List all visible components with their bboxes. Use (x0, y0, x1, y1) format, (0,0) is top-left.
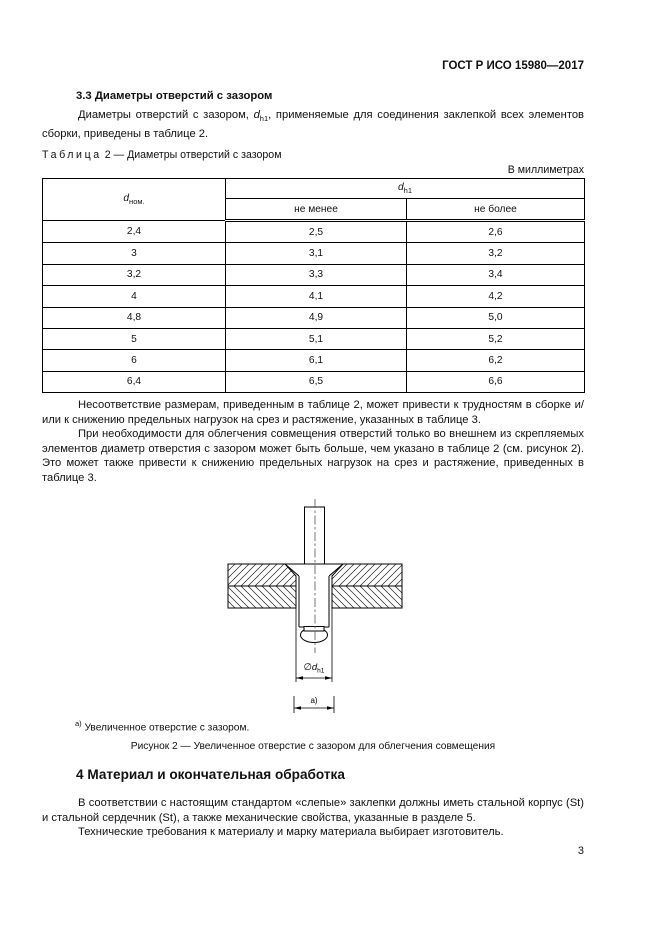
rivet-cross-section-drawing (220, 495, 410, 720)
table-2-label (42, 149, 584, 161)
table-row (43, 307, 585, 328)
header-not-less: не менее (226, 199, 407, 221)
table-cell: 6,6 (407, 371, 585, 392)
table-cell: 4,9 (226, 307, 407, 328)
dim-a-label: a) (310, 696, 318, 705)
table-row (43, 286, 585, 307)
paragraph-text: Технические требования к материалу и марку материала выбирает изготовитель. (78, 826, 504, 839)
table-cell: 3,4 (407, 264, 585, 285)
table-cell: 2,5 (226, 221, 407, 243)
table-label-word: Таблица (42, 149, 102, 161)
table-cell: 3,1 (226, 243, 407, 264)
paragraph-holes-clearance (42, 108, 584, 141)
table-cell: 5,0 (407, 307, 585, 328)
d-symbol: d (311, 662, 318, 673)
table-cell: 2,6 (407, 221, 585, 243)
d-symbol: d (253, 109, 260, 121)
d-h1-subscript: h1 (317, 667, 325, 675)
page-number: 3 (577, 845, 584, 857)
table-cell: 3,3 (226, 264, 407, 285)
paragraph-material (42, 796, 584, 825)
mandrel-stem (305, 507, 325, 564)
table-cell: 4,2 (407, 286, 585, 307)
table-cell: 6,4 (43, 371, 226, 392)
table-cell: 5,2 (407, 328, 585, 349)
paragraph-text: В соответствии с настоящим стандартом «слепые» заклепки должны иметь стальной корпус (St) и стальной сердечник (St), а также механические свойства, указанные в разделе 5. (42, 797, 584, 824)
figure-footnote (42, 719, 617, 733)
paragraph-enlarged-hole (42, 427, 584, 485)
header-d-h1-group (226, 179, 585, 199)
figure-2-rivet-drawing (220, 495, 410, 720)
paragraph-text: Диаметры отверстий с зазором, (78, 109, 254, 121)
table-cell: 3 (43, 243, 226, 264)
d-symbol: d (398, 181, 404, 193)
section-4-heading: 4 Материал и окончательная обработка (76, 767, 345, 782)
d-nom-subscript: ном. (129, 197, 145, 207)
header-not-more: не более (407, 199, 585, 221)
table-cell: 6,5 (226, 371, 407, 392)
footnote-text: Увеличенное отверстие с зазором. (84, 722, 250, 734)
header-d-nom (43, 179, 226, 221)
page-header: ГОСТ Р ИСО 15980—2017 (442, 60, 584, 72)
section-4-paragraphs (42, 796, 584, 840)
table-cell: 6,2 (407, 350, 585, 371)
table-row (43, 371, 585, 392)
table-row (43, 328, 585, 349)
table-cell: 3,2 (407, 243, 585, 264)
d-subscript: h1 (259, 114, 269, 124)
d-symbol: d (123, 192, 130, 204)
paragraph-technical-requirements (42, 825, 584, 840)
table-head (43, 179, 585, 221)
paragraph-text: , применяемые для соединения заклепкой всех элементов сборки, приведены в таблице 2. (42, 109, 584, 140)
table-cell: 5 (43, 328, 226, 349)
table-cell: 6,1 (226, 350, 407, 371)
table-cell: 6 (43, 350, 226, 371)
table-cell: 4,8 (43, 307, 226, 328)
table-row (43, 221, 585, 243)
d-h1-subscript: h1 (403, 186, 413, 196)
footnote-marker: а) (75, 719, 82, 728)
table-row (43, 350, 585, 371)
table-cell: 4 (43, 286, 226, 307)
table-cell: 5,1 (226, 328, 407, 349)
table-row (43, 243, 585, 264)
paragraph-text: Несоответствие размерам, приведенным в таблице 2, может привести к трудностям в сборке и/или к снижению предельных нагрузок на срез и растяжение, указанных в таблице 3. (42, 399, 584, 426)
section-3-3-heading: 3.3 Диаметры отверстий с зазором (76, 90, 273, 102)
mandrel-head-collar (304, 627, 324, 632)
hole-diameter-label (304, 662, 325, 675)
table-cell: 4,1 (226, 286, 407, 307)
diameter-symbol: ∅ (303, 662, 312, 673)
paragraph-text: При необходимости для облегчения совмещения отверстий только во внешнем из скрепляемых элементов диаметр отверстия с зазором может быть больше, чем указано в таблице 2 (см. рисунок 2). Это может также привести к снижению предельных нагрузок на срез и растяжение, приведенных в таблице 3. (42, 428, 584, 484)
body-fill (299, 565, 329, 628)
paragraph-mismatch (42, 398, 584, 427)
table-cell: 3,2 (43, 264, 226, 285)
table-body (43, 221, 585, 393)
table-2-hole-diameters (42, 178, 585, 393)
table-label-rest: 2 — Диаметры отверстий с зазором (104, 149, 282, 161)
table-units-note: В миллиметрах (507, 164, 584, 176)
table-cell: 2,4 (43, 221, 226, 243)
figure-2-caption: Рисунок 2 — Увеличенное отверстие с зазором для облегчения совмещения (130, 741, 496, 752)
table-row (43, 264, 585, 285)
table-header-row-1 (43, 179, 585, 199)
